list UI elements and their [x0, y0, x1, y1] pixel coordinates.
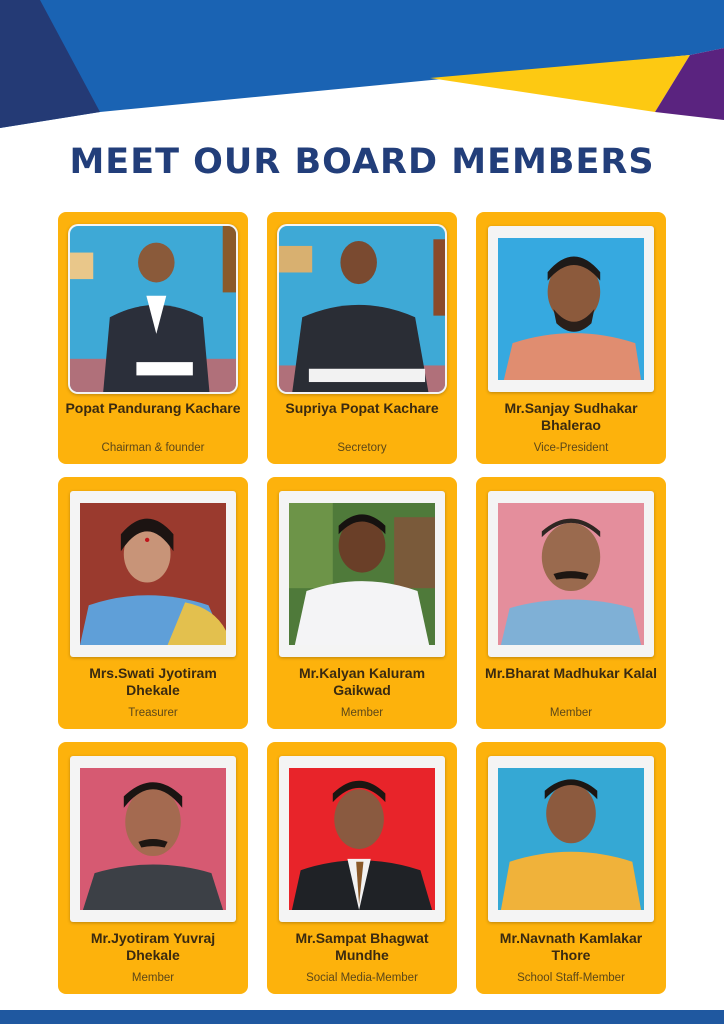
- member-card: [267, 477, 457, 729]
- member-role: Member: [131, 972, 175, 984]
- member-photo: [277, 224, 447, 394]
- member-role: Member: [549, 707, 593, 719]
- member-name: Mr.Sanjay Sudhakar Bhalerao: [504, 400, 638, 433]
- member-role: School Staff-Member: [517, 972, 625, 984]
- member-role: Treasurer: [128, 707, 178, 719]
- member-card: [476, 212, 666, 464]
- member-role: Member: [340, 707, 384, 719]
- member-card: [476, 477, 666, 729]
- member-card: [58, 742, 248, 994]
- member-name: Mr.Jyotiram Yuvraj Dhekale: [90, 930, 216, 963]
- member-name: Mr.Sampat Bhagwat Mundhe: [295, 930, 429, 963]
- member-name: Mr.Bharat Madhukar Kalal: [485, 665, 657, 681]
- member-card: [58, 477, 248, 729]
- member-photo: [70, 491, 236, 657]
- member-name: Mr.Navnath Kamlakar Thore: [499, 930, 643, 963]
- member-role: Vice-President: [533, 442, 609, 454]
- member-card: [476, 742, 666, 994]
- member-role: Secretory: [337, 442, 387, 454]
- header-decoration: [0, 0, 724, 140]
- member-photo: [70, 756, 236, 922]
- member-photo: [279, 756, 445, 922]
- member-photo: [488, 756, 654, 922]
- member-role: Social Media-Member: [306, 972, 418, 984]
- member-card: [267, 742, 457, 994]
- member-name: Popat Pandurang Kachare: [65, 400, 241, 416]
- member-photo: [488, 226, 654, 392]
- member-photo: [488, 491, 654, 657]
- member-name: Mr.Kalyan Kaluram Gaikwad: [298, 665, 426, 698]
- member-name: Mrs.Swati Jyotiram Dhekale: [89, 665, 217, 698]
- member-photo: [279, 491, 445, 657]
- member-card: [267, 212, 457, 464]
- member-photo: [68, 224, 238, 394]
- member-card: [58, 212, 248, 464]
- member-name: Supriya Popat Kachare: [285, 400, 439, 416]
- page-title: MEET OUR BOARD MEMBERS: [69, 142, 655, 182]
- member-role: Chairman & founder: [101, 442, 205, 454]
- footer-bar: [0, 1010, 724, 1024]
